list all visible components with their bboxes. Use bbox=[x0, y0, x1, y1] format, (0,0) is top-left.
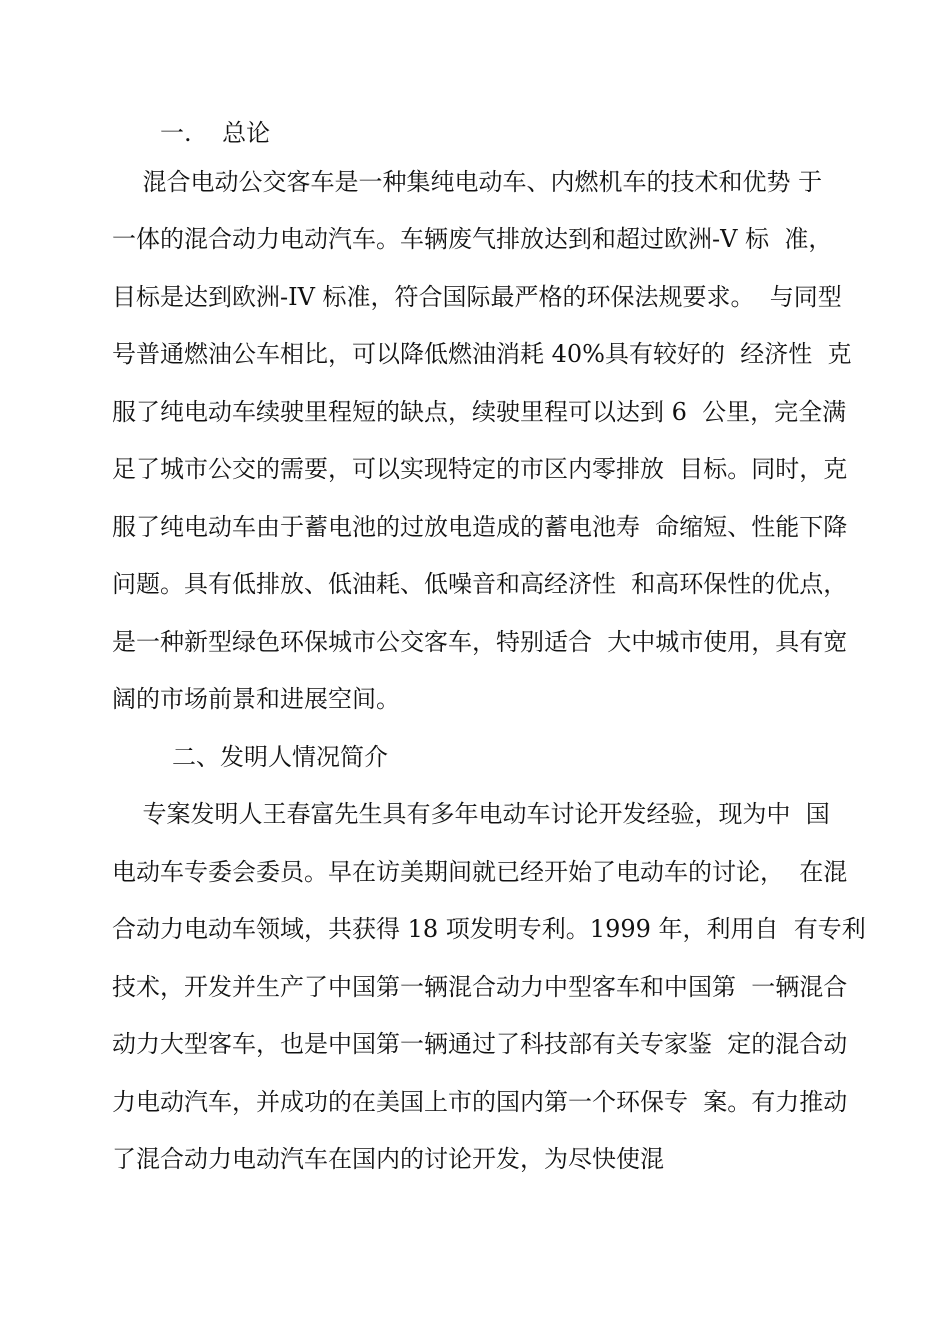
paragraph-line: 电动车专委会委员。早在访美期间就已经开始了电动车的讨论， 在混 bbox=[112, 858, 848, 886]
paragraph-line: 了混合动力电动汽车在国内的讨论开发，为尽快使混 bbox=[112, 1145, 664, 1173]
paragraph-line: 是一种新型绿色环保城市公交客车，特别适合 大中城市使用，具有宽 bbox=[112, 628, 848, 656]
paragraph-line: 服了纯电动车由于蓄电池的过放电造成的蓄电池寿 命缩短、性能下降 bbox=[112, 513, 848, 541]
paragraph-line: 服了纯电动车续驶里程短的缺点，续驶里程可以达到 6 公里，完全满 bbox=[112, 398, 847, 426]
paragraph-line: 动力大型客车，也是中国第一辆通过了科技部有关专家鉴 定的混合动 bbox=[112, 1030, 848, 1058]
paragraph-line: 阔的市场前景和进展空间。 bbox=[112, 685, 400, 713]
paragraph-line: 号普通燃油公车相比，可以降低燃油消耗 40%具有较好的 经济性 克 bbox=[112, 340, 852, 368]
section-heading-general: 一. 总论 bbox=[160, 119, 271, 147]
paragraph-line: 合动力电动车领域，共获得 18 项发明专利。1999 年，利用自 有专利 bbox=[112, 915, 866, 943]
paragraph-line: 混合电动公交客车是一种集纯电动车、内燃机车的技术和优势 于 bbox=[112, 168, 823, 196]
paragraph-line: 一体的混合动力电动汽车。车辆废气排放达到和超过欧洲-V 标 准， bbox=[112, 225, 833, 253]
paragraph-line: 技术，开发并生产了中国第一辆混合动力中型客车和中国第 一辆混合 bbox=[112, 973, 848, 1001]
paragraph-line: 力电动汽车，并成功的在美国上市的国内第一个环保专 案。有力推动 bbox=[112, 1088, 848, 1116]
paragraph-line: 专案发明人王春富先生具有多年电动车讨论开发经验，现为中 国 bbox=[112, 800, 830, 828]
paragraph-line: 足了城市公交的需要，可以实现特定的市区内零排放 目标。同时，克 bbox=[112, 455, 848, 483]
paragraph-line: 目标是达到欧洲-IV 标准，符合国际最严格的环保法规要求。 与同型 bbox=[112, 283, 842, 311]
section-heading-inventor: 二、发明人情况简介 bbox=[172, 743, 388, 771]
paragraph-line: 问题。具有低排放、低油耗、低噪音和高经济性 和高环保性的优点， bbox=[112, 570, 848, 598]
